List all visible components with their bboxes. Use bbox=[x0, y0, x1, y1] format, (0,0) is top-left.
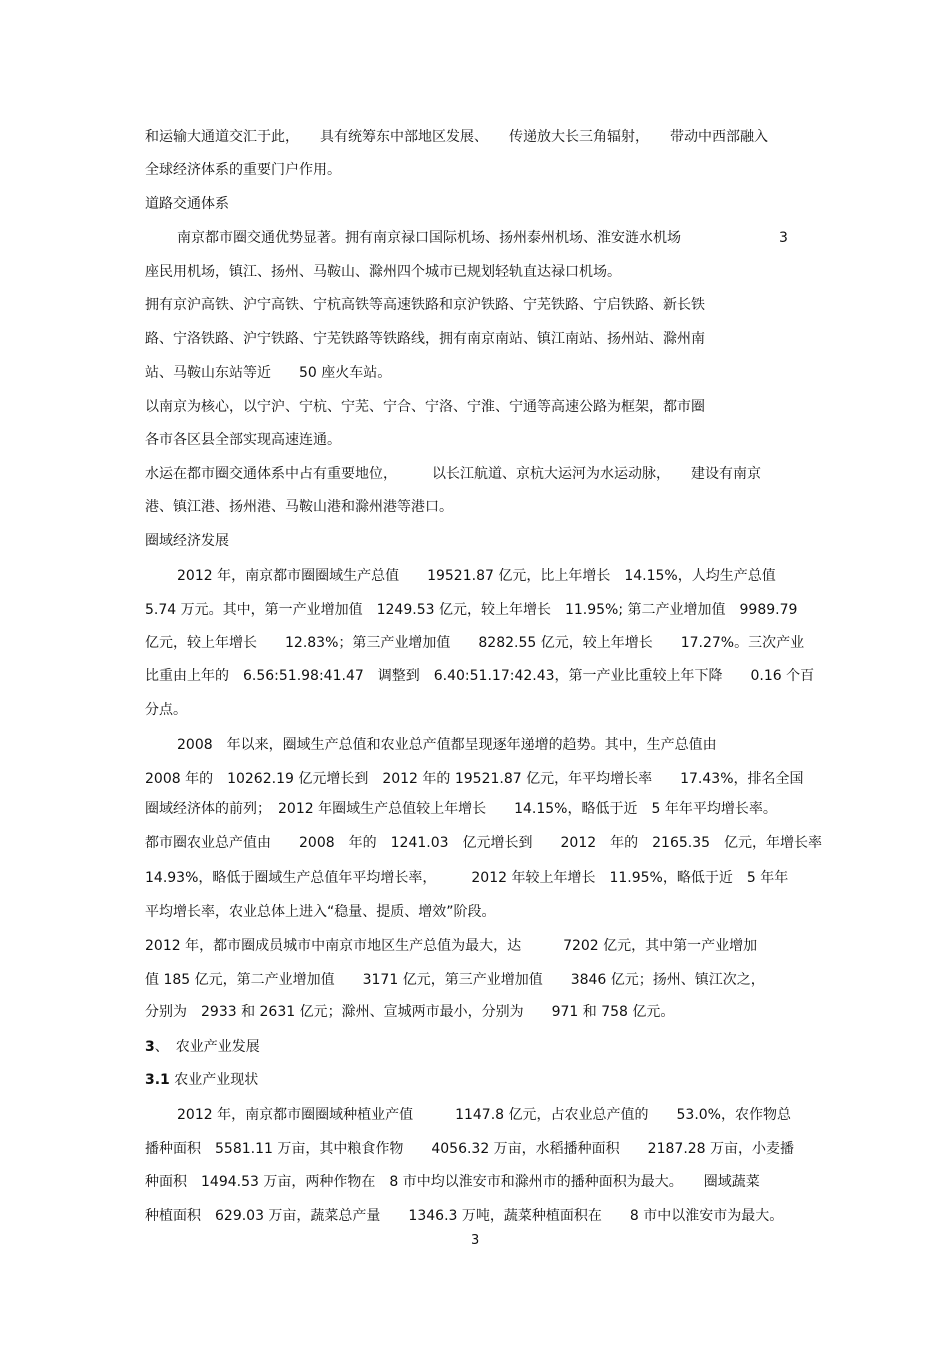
paragraph-line: 种面积 1494.53 万亩，两种作物在 8 市中均以淮安市和滁州市的播种面积为最大。 圈域蔬菜 bbox=[145, 1174, 760, 1190]
paragraph-line: 水运在都市圈交通体系中占有重要地位， 以长江航道、京杭大运河为水运动脉， 建设有南京 bbox=[145, 466, 761, 482]
section-heading-transport: 道路交通体系 bbox=[145, 196, 229, 212]
paragraph-line: 各市各区县全部实现高速连通。 bbox=[145, 432, 341, 448]
paragraph-line: 圈域经济体的前列； 2012 年圈域生产总值较上年增长 14.15%，略低于近 5 年年平均增长率。 bbox=[145, 801, 777, 817]
paragraph-line: 值 185 亿元，第二产业增加值 3171 亿元，第三产业增加值 3846 亿元；扬州、镇江次之， bbox=[145, 972, 765, 988]
subsection-heading-agriculture-status: 3.1 农业产业现状 bbox=[145, 1072, 259, 1088]
paragraph-line: 南京都市圈交通优势显著。拥有南京禄口国际机场、扬州泰州机场、淮安涟水机场 3 bbox=[177, 230, 788, 246]
paragraph-line: 2008 年以来，圈域生产总值和农业总产值都呈现逐年递增的趋势。其中，生产总值由 bbox=[177, 737, 717, 753]
page-number: 3 bbox=[471, 1233, 480, 1248]
paragraph-line: 路、宁洛铁路、沪宁铁路、宁芜铁路等铁路线，拥有南京南站、镇江南站、扬州站、滁州南 bbox=[145, 331, 705, 347]
paragraph-line: 和运输大通道交汇于此， 具有统筹东中部地区发展、 传递放大长三角辐射， 带动中西部融入 bbox=[145, 129, 768, 145]
paragraph-line: 2012 年，南京都市圈圈域生产总值 19521.87 亿元，比上年增长 14.15%，人均生产总值 bbox=[177, 568, 776, 584]
paragraph-line: 2012 年，都市圈成员城市中南京市地区生产总值为最大，达 7202 亿元，其中第一产业增加 bbox=[145, 938, 758, 954]
paragraph-line: 站、马鞍山东站等近 50 座火车站。 bbox=[145, 365, 392, 381]
paragraph-line: 5.74 万元。其中，第一产业增加值 1249.53 亿元，较上年增长 11.95%; 第二产业增加值 9989.79 bbox=[145, 602, 798, 618]
section-heading-agriculture: 3、 农业产业发展 bbox=[145, 1039, 260, 1055]
paragraph-line: 2008 年的 10262.19 亿元增长到 2012 年的 19521.87 亿元，年平均增长率 17.43%，排名全国 bbox=[145, 771, 804, 787]
paragraph-line: 亿元，较上年增长 12.83%；第三产业增加值 8282.55 亿元，较上年增长 17.27%。三次产业 bbox=[145, 635, 805, 651]
paragraph-line: 14.93%，略低于圈域生产总值年平均增长率， 2012 年较上年增长 11.95%，略低于近 5 年年 bbox=[145, 870, 789, 886]
paragraph-line: 港、镇江港、扬州港、马鞍山港和滁州港等港口。 bbox=[145, 499, 453, 515]
paragraph-line: 都市圈农业总产值由 2008 年的 1241.03 亿元增长到 2012 年的 2165.35 亿元，年增长率 bbox=[145, 835, 823, 851]
paragraph-line: 座民用机场，镇江、扬州、马鞍山、滁州四个城市已规划轻轨直达禄口机场。 bbox=[145, 264, 621, 280]
paragraph-line: 以南京为核心，以宁沪、宁杭、宁芜、宁合、宁洛、宁淮、宁通等高速公路为框架，都市圈 bbox=[145, 399, 705, 415]
paragraph-line: 分点。 bbox=[145, 702, 187, 718]
section-number: 3 bbox=[145, 1039, 155, 1055]
section-number: 3.1 bbox=[145, 1072, 170, 1088]
paragraph-line: 拥有京沪高铁、沪宁高铁、宁杭高铁等高速铁路和京沪铁路、宁芜铁路、宁启铁路、新长铁 bbox=[145, 297, 705, 313]
paragraph-line: 2012 年，南京都市圈圈域种植业产值 1147.8 亿元，占农业总产值的 53.0%，农作物总 bbox=[177, 1107, 791, 1123]
paragraph-line: 分别为 2933 和 2631 亿元；滁州、宣城两市最小，分别为 971 和 758 亿元。 bbox=[145, 1004, 675, 1020]
paragraph-line: 比重由上年的 6.56:51.98:41.47 调整到 6.40:51.17:42.43，第一产业比重较上年下降 0.16 个百 bbox=[145, 668, 815, 684]
paragraph-line: 全球经济体系的重要门户作用。 bbox=[145, 162, 341, 178]
paragraph-line: 平均增长率，农业总体上进入“稳量、提质、增效”阶段。 bbox=[145, 904, 496, 920]
section-heading-economy: 圈域经济发展 bbox=[145, 533, 229, 549]
paragraph-line: 种植面积 629.03 万亩，蔬菜总产量 1346.3 万吨，蔬菜种植面积在 8 市中以淮安市为最大。 bbox=[145, 1208, 784, 1224]
paragraph-line: 播种面积 5581.11 万亩，其中粮食作物 4056.32 万亩，水稻播种面积 2187.28 万亩，小麦播 bbox=[145, 1141, 795, 1157]
